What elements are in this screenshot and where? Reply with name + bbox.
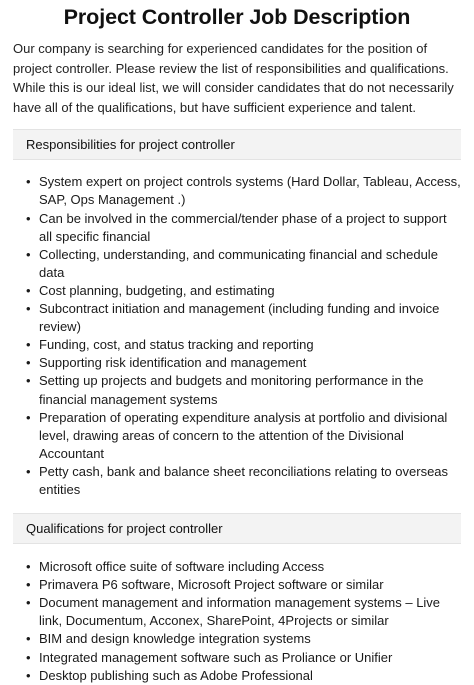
list-item: • Collecting, understanding, and communicating financial and schedule data: [26, 246, 438, 280]
list-item: • Setting up projects and budgets and monitoring performance in the financial management systems: [26, 373, 424, 407]
list-item: • Document management and information management systems – Live link, Documentum, Acconex, SharePoint, 4Projects or similar: [26, 595, 441, 629]
list-item: • BIM and design knowledge integration systems: [39, 630, 461, 648]
bullet-icon: •: [26, 373, 31, 389]
bullet-icon: •: [26, 246, 31, 262]
page-title: Project Controller Job Description: [63, 5, 411, 29]
responsibilities-list: [13, 173, 461, 499]
bullet-icon: •: [26, 337, 31, 353]
bullet-icon: •: [26, 355, 31, 371]
list-item: • Preparation of operating expenditure analysis at portfolio and divisional level, drawing areas of concern to the attention of the Divisional Accountant: [26, 409, 448, 461]
bullet-icon: •: [26, 409, 31, 425]
list-item: • Subcontract initiation and management (including funding and invoice review): [26, 301, 440, 335]
bullet-icon: •: [26, 559, 31, 575]
responsibilities-heading: Responsibilities for project controller: [13, 129, 461, 160]
bullet-icon: •: [26, 301, 31, 317]
intro-paragraph: Our company is searching for experienced candidates for the position of project controller. Please review the list of responsibilities and qualifications. While this is our ideal list, we will consider candidates that do not necessarily have all of the qualifications, but have sufficient experience and talent.: [13, 41, 454, 115]
qualifications-heading: Qualifications for project controller: [13, 513, 461, 544]
list-item: • Petty cash, bank and balance sheet reconciliations relating to overseas entities: [26, 463, 449, 497]
list-item: • Can be involved in the commercial/tender phase of a project to support all specific financial: [26, 210, 447, 244]
list-item: • Primavera P6 software, Microsoft Project software or similar: [39, 576, 461, 594]
list-item: • System expert on project controls systems (Hard Dollar, Tableau, Access, SAP, Ops Management .): [26, 174, 461, 208]
bullet-icon: •: [26, 631, 31, 647]
bullet-icon: •: [26, 174, 31, 190]
bullet-icon: •: [26, 649, 31, 665]
list-item: • Desktop publishing such as Adobe Professional: [39, 667, 461, 685]
bullet-icon: •: [26, 463, 31, 479]
bullet-icon: •: [26, 210, 31, 226]
list-item: • Cost planning, budgeting, and estimating: [39, 282, 461, 300]
list-item: • Microsoft office suite of software including Access: [39, 558, 461, 576]
list-item: • Funding, cost, and status tracking and reporting: [39, 336, 461, 354]
bullet-icon: •: [26, 282, 31, 298]
list-item: • Supporting risk identification and management: [39, 354, 461, 372]
bullet-icon: •: [26, 577, 31, 593]
list-item: • Integrated management software such as Proliance or Unifier: [39, 649, 461, 667]
bullet-icon: •: [26, 667, 31, 683]
qualifications-list: [13, 558, 461, 685]
bullet-icon: •: [26, 595, 31, 611]
